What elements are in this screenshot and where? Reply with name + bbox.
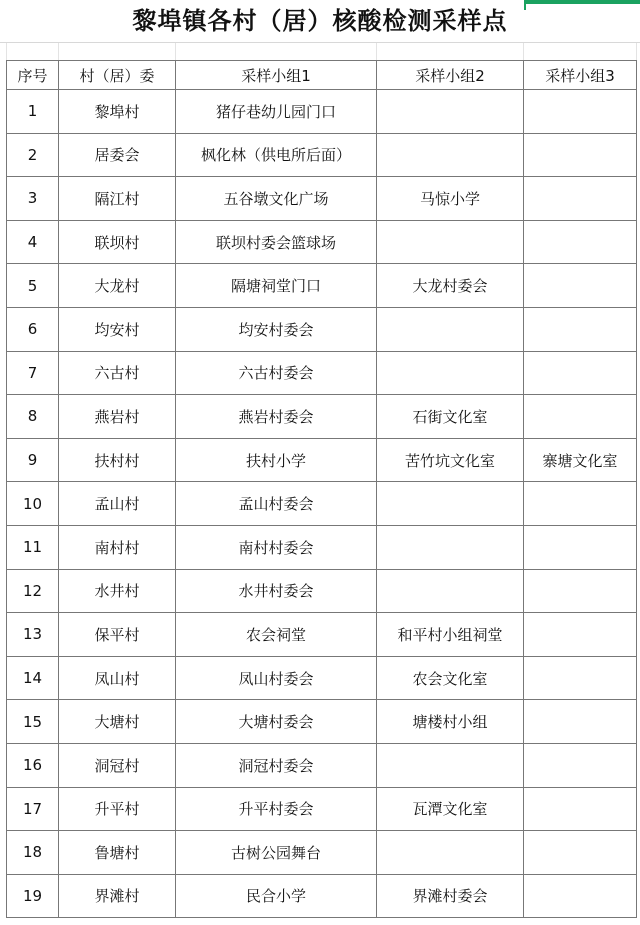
table-row	[7, 831, 637, 875]
table-row	[7, 482, 637, 526]
cell-group-2	[377, 351, 524, 395]
header-row	[7, 61, 637, 90]
header-group-2: 采样小组2	[377, 61, 524, 90]
cell-group-2	[377, 307, 524, 351]
cell-index: 1	[7, 90, 59, 134]
table-row	[7, 874, 637, 918]
cell-group-2	[377, 743, 524, 787]
table-row	[7, 743, 637, 787]
cell-group-3	[524, 264, 637, 308]
cell-group-3	[524, 874, 637, 918]
cell-group-2	[377, 831, 524, 875]
cell-group-1: 孟山村委会	[176, 482, 377, 526]
table-row	[7, 787, 637, 831]
cell-village: 升平村	[59, 787, 176, 831]
cell-group-1: 联坝村委会篮球场	[176, 220, 377, 264]
cell-village: 隔江村	[59, 177, 176, 221]
cell-index: 5	[7, 264, 59, 308]
cell-group-1: 洞冠村委会	[176, 743, 377, 787]
cell-village: 扶村村	[59, 438, 176, 482]
cell-village: 保平村	[59, 613, 176, 657]
cell-group-3	[524, 700, 637, 744]
cell-village: 居委会	[59, 133, 176, 177]
cell-index: 3	[7, 177, 59, 221]
sampling-sites-table	[6, 60, 637, 918]
table-row	[7, 351, 637, 395]
cell-group-1: 农会祠堂	[176, 613, 377, 657]
cell-index: 15	[7, 700, 59, 744]
cell-index: 14	[7, 656, 59, 700]
cell-group-3	[524, 787, 637, 831]
table-row	[7, 656, 637, 700]
cell-group-2: 塘楼村小组	[377, 700, 524, 744]
cell-group-2: 大龙村委会	[377, 264, 524, 308]
cell-village: 水井村	[59, 569, 176, 613]
cell-village: 洞冠村	[59, 743, 176, 787]
cell-group-1: 均安村委会	[176, 307, 377, 351]
cell-group-1: 升平村委会	[176, 787, 377, 831]
cell-group-2	[377, 525, 524, 569]
cell-index: 9	[7, 438, 59, 482]
cell-index: 7	[7, 351, 59, 395]
header-group-1: 采样小组1	[176, 61, 377, 90]
header-village: 村（居）委	[59, 61, 176, 90]
cell-index: 8	[7, 395, 59, 439]
cell-group-2: 界滩村委会	[377, 874, 524, 918]
cell-group-3	[524, 177, 637, 221]
cell-group-3	[524, 569, 637, 613]
cell-village: 大龙村	[59, 264, 176, 308]
cell-group-2	[377, 220, 524, 264]
cell-group-3	[524, 220, 637, 264]
cell-group-2	[377, 569, 524, 613]
table-body	[7, 90, 637, 918]
cell-group-1: 水井村委会	[176, 569, 377, 613]
table-row	[7, 177, 637, 221]
cell-index: 2	[7, 133, 59, 177]
cell-group-3	[524, 351, 637, 395]
cell-group-2: 和平村小组祠堂	[377, 613, 524, 657]
table-row	[7, 700, 637, 744]
cell-village: 黎埠村	[59, 90, 176, 134]
cell-group-3	[524, 133, 637, 177]
cell-group-1: 凤山村委会	[176, 656, 377, 700]
header-index: 序号	[7, 61, 59, 90]
cell-index: 13	[7, 613, 59, 657]
table-row	[7, 525, 637, 569]
table-row	[7, 90, 637, 134]
cell-group-2: 石街文化室	[377, 395, 524, 439]
cell-group-3	[524, 831, 637, 875]
cell-village: 六古村	[59, 351, 176, 395]
cell-index: 19	[7, 874, 59, 918]
cell-index: 18	[7, 831, 59, 875]
cell-village: 鲁塘村	[59, 831, 176, 875]
cell-group-3: 寨塘文化室	[524, 438, 637, 482]
cell-index: 11	[7, 525, 59, 569]
cell-index: 10	[7, 482, 59, 526]
cell-group-1: 古树公园舞台	[176, 831, 377, 875]
cell-group-1: 六古村委会	[176, 351, 377, 395]
cell-group-2	[377, 133, 524, 177]
cell-village: 大塘村	[59, 700, 176, 744]
cell-group-1: 隔塘祠堂门口	[176, 264, 377, 308]
cell-group-1: 南村村委会	[176, 525, 377, 569]
cell-group-1: 枫化林（供电所后面）	[176, 133, 377, 177]
cell-index: 4	[7, 220, 59, 264]
cell-village: 燕岩村	[59, 395, 176, 439]
header-group-3: 采样小组3	[524, 61, 637, 90]
cell-group-2: 马惊小学	[377, 177, 524, 221]
table-row	[7, 395, 637, 439]
cell-group-1: 猪仔巷幼儿园门口	[176, 90, 377, 134]
cell-group-3	[524, 307, 637, 351]
cell-group-2: 苦竹坑文化室	[377, 438, 524, 482]
cell-group-3	[524, 90, 637, 134]
cell-group-3	[524, 613, 637, 657]
cell-group-2: 农会文化室	[377, 656, 524, 700]
cell-village: 南村村	[59, 525, 176, 569]
cell-group-2: 瓦潭文化室	[377, 787, 524, 831]
empty-sheet-row	[0, 42, 640, 61]
table-row	[7, 613, 637, 657]
table-row	[7, 133, 637, 177]
table-row	[7, 438, 637, 482]
cell-group-1: 扶村小学	[176, 438, 377, 482]
cell-index: 12	[7, 569, 59, 613]
cell-group-3	[524, 525, 637, 569]
table-row	[7, 569, 637, 613]
cell-group-3	[524, 395, 637, 439]
cell-index: 17	[7, 787, 59, 831]
cell-village: 均安村	[59, 307, 176, 351]
table-row	[7, 220, 637, 264]
cell-index: 6	[7, 307, 59, 351]
cell-group-2	[377, 90, 524, 134]
cell-village: 凤山村	[59, 656, 176, 700]
cell-village: 孟山村	[59, 482, 176, 526]
table-row	[7, 264, 637, 308]
cell-group-1: 燕岩村委会	[176, 395, 377, 439]
cell-index: 16	[7, 743, 59, 787]
cell-group-1: 民合小学	[176, 874, 377, 918]
cell-village: 界滩村	[59, 874, 176, 918]
page-title: 黎埠镇各村（居）核酸检测采样点	[132, 7, 508, 35]
cell-group-3	[524, 482, 637, 526]
cell-group-3	[524, 656, 637, 700]
cell-group-1: 五谷墩文化广场	[176, 177, 377, 221]
cell-group-3	[524, 743, 637, 787]
cell-group-2	[377, 482, 524, 526]
cell-village: 联坝村	[59, 220, 176, 264]
table-row	[7, 307, 637, 351]
cell-group-1: 大塘村委会	[176, 700, 377, 744]
